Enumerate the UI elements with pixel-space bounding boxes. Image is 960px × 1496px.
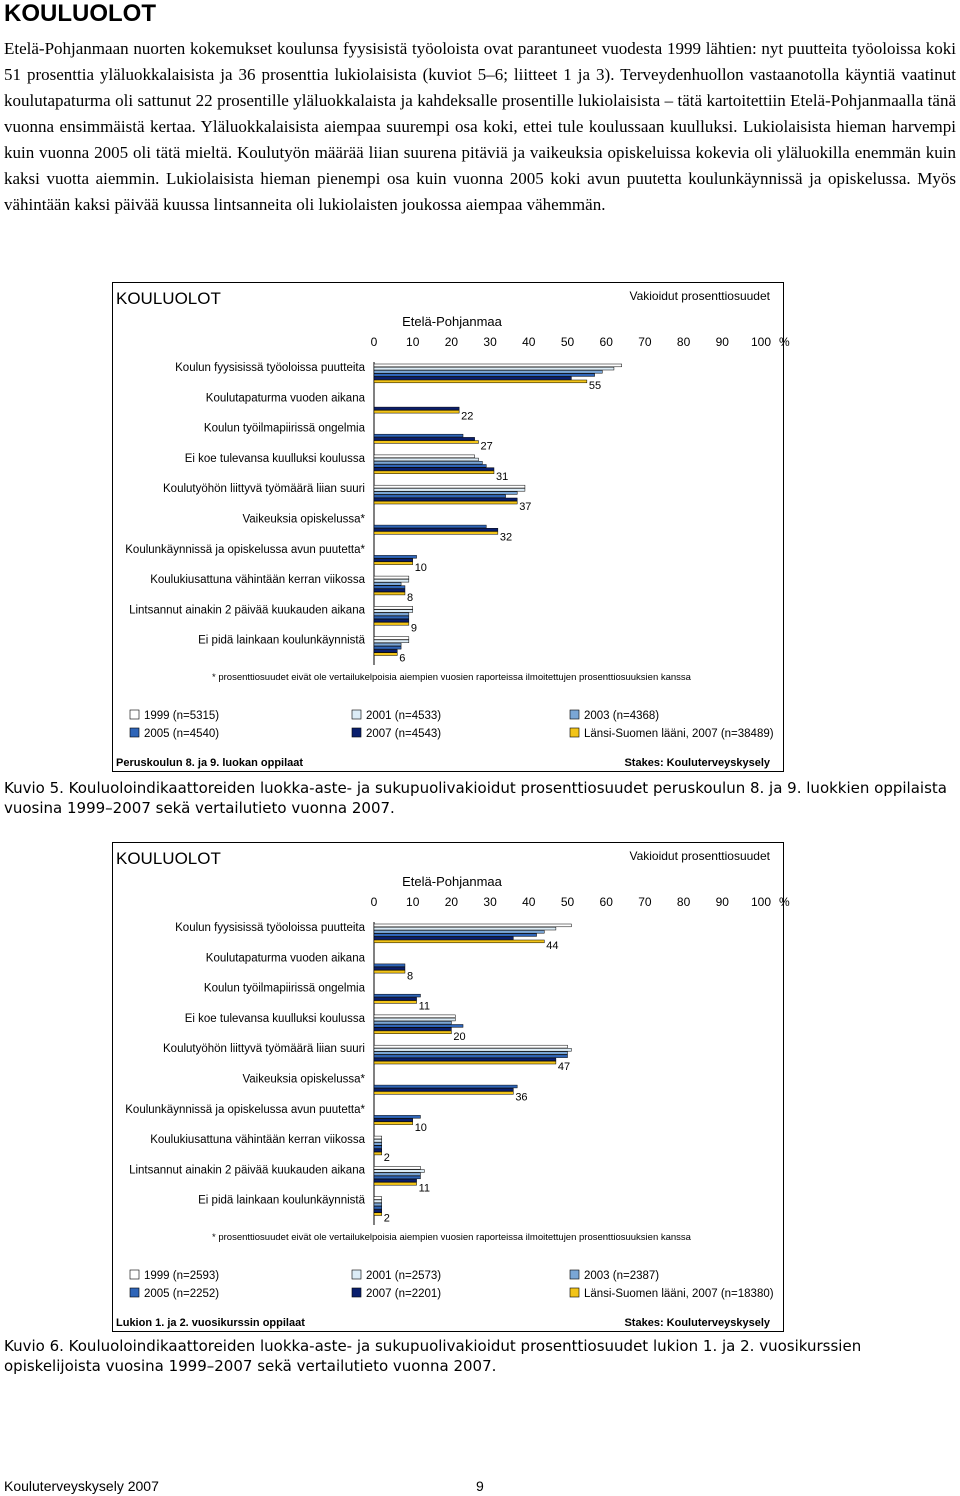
bar xyxy=(374,637,409,640)
legend-label: 2005 (n=4540) xyxy=(144,728,220,740)
x-tick-label: 100 xyxy=(750,335,772,349)
unit-label: % xyxy=(779,335,790,349)
bar xyxy=(374,1025,463,1028)
x-tick-label: 60 xyxy=(599,335,613,349)
category-label: Koulun työilmapiirissä ongelmia xyxy=(203,982,365,995)
x-tick-label: 80 xyxy=(676,895,691,909)
bar xyxy=(374,924,571,927)
footer-title: Kouluterveyskysely 2007 xyxy=(4,1478,159,1494)
x-tick-label: 40 xyxy=(522,335,536,349)
bar xyxy=(374,1206,382,1209)
bar xyxy=(374,1045,568,1048)
value-label: 11 xyxy=(418,1000,430,1013)
legend-swatch xyxy=(130,1270,139,1279)
bar xyxy=(374,619,409,622)
bar xyxy=(374,583,401,586)
bar xyxy=(374,934,537,937)
bar xyxy=(374,610,413,613)
bar xyxy=(374,1119,413,1122)
figure-6 xyxy=(112,842,790,1332)
bar xyxy=(374,1152,382,1155)
category-label: Koulunkäynnissä ja opiskelussa avun puutetta* xyxy=(125,543,365,556)
bar xyxy=(374,492,517,495)
chart-title: KOULUOLOT xyxy=(116,289,221,308)
bar xyxy=(374,374,595,377)
bar xyxy=(374,994,420,997)
value-label: 10 xyxy=(414,1121,427,1134)
bar xyxy=(374,1170,424,1173)
bar xyxy=(374,1001,417,1004)
bar xyxy=(374,555,417,558)
bar xyxy=(374,1092,513,1095)
legend-swatch xyxy=(352,710,361,719)
value-label: 55 xyxy=(588,380,602,392)
legend-label: Länsi-Suomen lääni, 2007 (n=18380) xyxy=(584,1288,774,1300)
value-label: 6 xyxy=(399,652,406,665)
category-label: Ei pidä lainkaan koulunkäynnistä xyxy=(198,634,365,647)
bar xyxy=(374,1028,451,1031)
x-tick-label: 80 xyxy=(676,335,691,349)
bar xyxy=(374,592,405,595)
value-label: 2 xyxy=(383,1152,390,1165)
bar xyxy=(374,586,405,589)
bar xyxy=(374,606,413,609)
page-heading: KOULUOLOT xyxy=(4,0,156,27)
legend-swatch xyxy=(570,710,579,719)
bar xyxy=(374,1149,382,1152)
bar xyxy=(374,927,556,930)
category-label: Koulutyöhön liittyvä työmäärä liian suuri xyxy=(163,483,365,496)
legend-swatch xyxy=(570,1288,579,1297)
x-tick-label: 70 xyxy=(638,895,652,909)
category-label: Ei koe tulevansa kuulluksi koulussa xyxy=(184,1012,365,1025)
legend-label: 2001 (n=4533) xyxy=(366,710,442,722)
bar xyxy=(374,495,506,498)
bar xyxy=(374,616,409,619)
figure-5 xyxy=(112,282,790,772)
value-label: 22 xyxy=(461,410,474,423)
bar xyxy=(374,1146,382,1149)
bar xyxy=(374,589,405,592)
unit-label: % xyxy=(779,895,790,909)
value-label: 37 xyxy=(519,501,532,514)
bar xyxy=(374,370,602,373)
bar xyxy=(374,1055,568,1058)
page-number: 9 xyxy=(476,1478,484,1494)
value-label: 27 xyxy=(480,440,493,453)
intro-paragraph: Etelä-Pohjanmaan nuorten kokemukset koulunsa fyysisistä työoloista ovat parantuneet vuodesta 1999 lähtien: nyt puutteita työoloissa koki 51 prosenttia yläluokkalaisista ja 36 prosenttia lukiolaisista (kuviot 5–6; liitteet 1 ja 3). Terveydenhuollon vastaanotolla käyntiä vaatinut koulutapaturma oli sattunut 22 prosentille yläluokkalaista ja kahdeksalle prosentille lukiolaisista – tätä kartoitettiin Etelä-Pohjanmaalla tänä vuonna ensimmäistä kertaa. Yläluokkalaisista aiempaa suurempi osa koki, ettei tule koulussaan kuulluksi. Lukiolaisista hieman harvempi kuin vuonna 2005 oli tätä mieltä. Koulutyön määrää liian suurena pitäviä ja vaikeuksia opiskeluissa kokevia oli yläluokilla enemmän kuin kaksi vuotta aiemmin. Lukiolaisista hieman pienempi osa kuin vuonna 2005 koki avun puutetta koulunkäynnissä ja opiskelussa. Myös vähintään kaksi päivää kuussa lintsanneita oli lukiolaisten joukossa aiempaa vähemmän. xyxy=(4,39,956,214)
bar xyxy=(374,455,475,458)
bar xyxy=(374,1115,420,1118)
bar xyxy=(374,1018,455,1021)
value-label: 9 xyxy=(410,622,417,635)
legend-label: Länsi-Suomen lääni, 2007 (n=38489) xyxy=(584,728,774,740)
bar xyxy=(374,1052,568,1055)
x-tick-label: 20 xyxy=(444,895,459,909)
bar xyxy=(374,643,401,646)
value-label: 36 xyxy=(515,1091,528,1104)
bar xyxy=(374,997,417,1000)
chart-region-label: Etelä-Pohjanmaa xyxy=(402,314,502,329)
source-label: Stakes: Kouluterveyskysely xyxy=(624,1317,770,1329)
legend-label: 2005 (n=2252) xyxy=(144,1288,220,1300)
x-tick-label: 10 xyxy=(406,895,420,909)
bar xyxy=(374,1015,455,1018)
bar xyxy=(374,1061,556,1064)
figure-5-caption: Kuvio 5. Kouluoloindikaattoreiden luokka-aste- ja sukupuolivakioidut prosenttiosuudet peruskoulun 8. ja 9. luokkien oppilaista vuosina 1999–2007 sekä vertailutieto vuonna 2007. xyxy=(4,779,947,817)
value-label: 8 xyxy=(406,592,414,605)
bar xyxy=(374,967,405,970)
bar xyxy=(374,1122,413,1125)
bar xyxy=(374,937,513,940)
category-label: Ei koe tulevansa kuulluksi koulussa xyxy=(184,452,365,465)
bar xyxy=(374,1166,420,1169)
bar xyxy=(374,364,622,367)
legend-label: 2007 (n=4543) xyxy=(366,728,442,740)
bar xyxy=(374,461,482,464)
bar xyxy=(374,650,397,653)
x-tick-label: 0 xyxy=(370,335,378,349)
bar xyxy=(374,940,544,943)
bar xyxy=(374,613,409,616)
bar xyxy=(374,1088,513,1091)
bar xyxy=(374,380,587,383)
group-label: Lukion 1. ja 2. vuosikurssin oppilaat xyxy=(116,1317,305,1329)
bar xyxy=(374,1182,417,1185)
legend-label: 1999 (n=5315) xyxy=(144,710,220,722)
bar xyxy=(374,622,409,625)
legend-swatch xyxy=(130,710,139,719)
bar xyxy=(374,377,571,380)
bar xyxy=(374,501,517,504)
bar xyxy=(374,525,486,528)
category-label: Vaikeuksia opiskelussa* xyxy=(242,513,365,526)
x-tick-label: 50 xyxy=(560,895,575,909)
category-label: Koulun työilmapiirissä ongelmia xyxy=(203,422,365,435)
chart-1 xyxy=(112,842,790,1332)
bar xyxy=(374,468,494,471)
category-label: Koulutapaturma vuoden aikana xyxy=(205,392,365,405)
legend-swatch xyxy=(352,728,361,737)
bar xyxy=(374,653,397,656)
bar xyxy=(374,1210,382,1213)
value-label: 44 xyxy=(546,940,559,952)
bar xyxy=(374,1200,382,1203)
bar xyxy=(374,1179,417,1182)
source-label: Stakes: Kouluterveyskysely xyxy=(624,757,770,769)
x-tick-label: 30 xyxy=(483,895,497,909)
legend-swatch xyxy=(570,728,579,737)
category-label: Koulukiusattuna vähintään kerran viikossa xyxy=(150,574,365,587)
category-label: Koulunkäynnissä ja opiskelussa avun puutetta* xyxy=(125,1103,365,1116)
group-label: Peruskoulun 8. ja 9. luokan oppilaat xyxy=(116,757,304,769)
x-tick-label: 70 xyxy=(638,335,652,349)
bar xyxy=(374,640,409,643)
category-label: Ei pidä lainkaan koulunkäynnistä xyxy=(198,1194,365,1207)
bar xyxy=(374,576,409,579)
bar xyxy=(374,1173,420,1176)
bar xyxy=(374,437,475,440)
bar xyxy=(374,1031,451,1034)
category-label: Lintsannut ainakin 2 päivää kuukauden aikana xyxy=(129,604,365,617)
category-label: Koulukiusattuna vähintään kerran viikossa xyxy=(150,1134,365,1147)
bar xyxy=(374,1048,571,1051)
chart-0 xyxy=(112,282,790,772)
category-label: Koulun fyysisissä työoloissa puutteita xyxy=(175,922,365,934)
category-label: Vaikeuksia opiskelussa* xyxy=(242,1073,365,1086)
bar xyxy=(374,367,614,370)
x-tick-label: 100 xyxy=(750,895,772,909)
legend-swatch xyxy=(130,728,139,737)
bar xyxy=(374,964,405,967)
bar xyxy=(374,1085,517,1088)
bar xyxy=(374,1176,420,1179)
bar xyxy=(374,562,413,565)
bar xyxy=(374,1139,382,1142)
legend-label: 2007 (n=2201) xyxy=(366,1288,442,1300)
chart-footnote: * prosenttiosuudet eivät ole vertailukelpoisia aiempien vuosien raporteissa ilmoitettujen prosenttiosuuksien kanssa xyxy=(212,672,691,683)
bar xyxy=(374,1058,556,1061)
bar xyxy=(374,441,478,444)
legend-label: 2003 (n=4368) xyxy=(584,710,660,722)
bar xyxy=(374,465,486,468)
chart-subtitle: Vakioidut prosenttiosuudet xyxy=(629,289,770,303)
bar xyxy=(374,1143,382,1146)
bar xyxy=(374,1213,382,1216)
category-label: Koulutyöhön liittyvä työmäärä liian suuri xyxy=(163,1043,365,1056)
x-tick-label: 40 xyxy=(522,895,536,909)
x-tick-label: 10 xyxy=(406,335,420,349)
chart-footnote: * prosenttiosuudet eivät ole vertailukelpoisia aiempien vuosien raporteissa ilmoitettujen prosenttiosuuksien kanssa xyxy=(212,1232,691,1243)
bar xyxy=(374,434,463,437)
bar xyxy=(374,410,459,413)
bar xyxy=(374,458,478,461)
bar xyxy=(374,930,544,933)
chart-region-label: Etelä-Pohjanmaa xyxy=(402,874,502,889)
x-tick-label: 20 xyxy=(444,335,459,349)
value-label: 31 xyxy=(495,470,509,483)
legend-label: 2001 (n=2573) xyxy=(366,1270,442,1282)
value-label: 10 xyxy=(414,561,427,574)
x-tick-label: 0 xyxy=(370,895,378,909)
bar xyxy=(374,498,517,501)
bar xyxy=(374,485,525,488)
bar xyxy=(374,970,405,973)
value-label: 11 xyxy=(418,1182,430,1195)
legend-swatch xyxy=(352,1288,361,1297)
x-tick-label: 30 xyxy=(483,335,497,349)
legend-label: 1999 (n=2593) xyxy=(144,1270,220,1282)
bar xyxy=(374,1203,382,1206)
legend-swatch xyxy=(352,1270,361,1279)
chart-subtitle: Vakioidut prosenttiosuudet xyxy=(629,849,770,863)
bar xyxy=(374,528,498,531)
x-tick-label: 50 xyxy=(560,335,575,349)
bar xyxy=(374,559,413,562)
category-label: Koulutapaturma vuoden aikana xyxy=(205,952,365,965)
bar xyxy=(374,471,494,474)
x-tick-label: 90 xyxy=(715,335,729,349)
value-label: 8 xyxy=(406,970,414,983)
legend-label: 2003 (n=2387) xyxy=(584,1270,660,1282)
bar xyxy=(374,407,459,410)
bar xyxy=(374,1197,382,1200)
value-label: 32 xyxy=(499,531,513,544)
category-label: Lintsannut ainakin 2 päivää kuukauden aikana xyxy=(129,1164,365,1177)
figure-6-caption: Kuvio 6. Kouluoloindikaattoreiden luokka-aste- ja sukupuolivakioidut prosenttiosuudet lukion 1. ja 2. vuosikurssien opiskelijoista vuosina 1999–2007 sekä vertailutieto vuonna 2007. xyxy=(4,1337,862,1375)
bar xyxy=(374,532,498,535)
legend-swatch xyxy=(130,1288,139,1297)
bar xyxy=(374,1021,451,1024)
value-label: 2 xyxy=(383,1212,390,1225)
bar xyxy=(374,579,409,582)
value-label: 47 xyxy=(557,1061,571,1074)
bar xyxy=(374,488,525,491)
chart-title: KOULUOLOT xyxy=(116,849,221,868)
x-tick-label: 90 xyxy=(715,895,729,909)
category-label: Koulun fyysisissä työoloissa puutteita xyxy=(175,362,365,374)
value-label: 20 xyxy=(453,1030,466,1043)
bar xyxy=(374,1136,382,1139)
x-tick-label: 60 xyxy=(599,895,613,909)
bar xyxy=(374,646,401,649)
legend-swatch xyxy=(570,1270,579,1279)
